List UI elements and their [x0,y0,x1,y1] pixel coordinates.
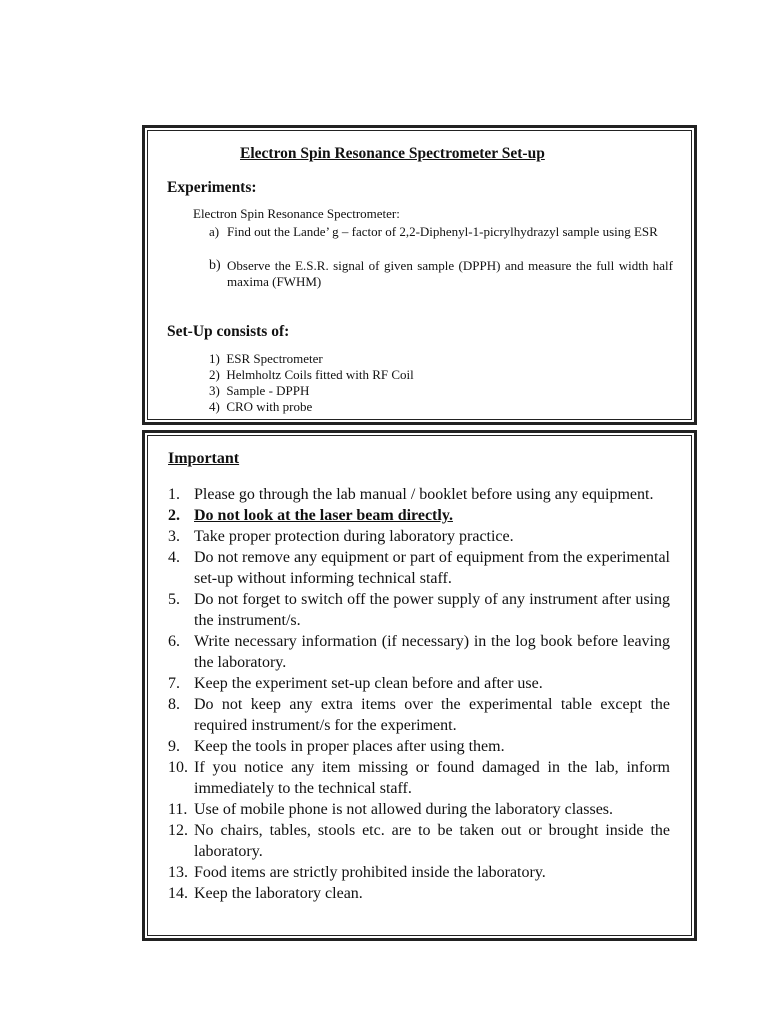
rule-number: 2. [168,507,180,524]
rule-number: 8. [168,696,180,713]
rule-text-content: Do not remove any equipment or part of equipment from the experimental set-up without informing technical staff. [194,549,670,587]
components-list [209,351,414,415]
rule-text-content: Take proper protection during laboratory practice. [194,528,514,545]
rule-number: 7. [168,675,180,692]
rule-item [168,589,670,631]
rule-item [168,673,670,694]
rule-item [168,799,670,820]
important-heading: Important [168,450,240,467]
rule-number: 4. [168,549,180,566]
rule-text [194,736,670,757]
rule-text-content: Do not forget to switch off the power supply of any instrument after using the instrument/s. [194,591,670,629]
setup-box [142,125,697,425]
rule-item [168,820,670,862]
rule-item [168,757,670,799]
rule-number: 5. [168,591,180,608]
setup-heading: Set-Up consists of: [167,323,290,340]
component-item: 4) CRO with probe [209,399,313,414]
rule-item [168,883,670,904]
experiment-item [209,224,673,240]
component-item: 3) Sample - DPPH [209,383,310,398]
rule-text-content: Keep the experiment set-up clean before and after use. [194,675,543,692]
item-marker: b) [209,258,221,273]
rule-text-content: Write necessary information (if necessary) in the log book before leaving the laboratory. [194,633,670,671]
experiments-intro: Electron Spin Resonance Spectrometer: [193,206,400,221]
rule-item [168,694,670,736]
rule-item [168,736,670,757]
rule-text-content: Please go through the lab manual / booklet before using any equipment. [194,486,654,503]
rule-number: 14. [168,885,188,902]
component-item: 1) ESR Spectrometer [209,351,323,366]
experiments-heading: Experiments: [167,179,257,196]
rule-number: 3. [168,528,180,545]
rule-item [168,631,670,673]
rules-list [168,484,670,904]
item-marker: a) [209,224,220,239]
rule-text [194,862,670,883]
rule-item [168,526,670,547]
rule-text-content: Keep the tools in proper places after using them. [194,738,505,755]
rule-text [194,673,670,694]
rule-text [194,505,670,526]
rule-text [194,799,670,820]
rule-text [194,526,670,547]
rule-text-content: If you notice any item missing or found damaged in the lab, inform immediately to the technical staff. [194,759,670,797]
rule-item [168,484,670,505]
component-item: 2) Helmholtz Coils fitted with RF Coil [209,367,414,382]
rule-item [168,862,670,883]
rule-number: 6. [168,633,180,650]
rule-text [194,694,670,736]
rule-item [168,505,670,526]
rule-number: 13. [168,864,188,881]
rule-item [168,547,670,589]
experiment-item [209,258,673,290]
rule-number: 9. [168,738,180,755]
document-title: Electron Spin Resonance Spectrometer Set-up [240,145,545,162]
rule-text [194,883,670,904]
rule-text [194,820,670,862]
rule-text [194,589,670,631]
rule-number: 12. [168,822,188,839]
rule-text-content: Do not look at the laser beam directly. [194,507,453,524]
rule-text-content: Use of mobile phone is not allowed during the laboratory classes. [194,801,614,818]
rule-number: 10. [168,759,188,776]
rule-text [194,757,670,799]
rule-text [194,484,670,505]
rule-text-content: No chairs, tables, stools etc. are to be taken out or brought inside the laboratory. [194,822,670,860]
item-text: Find out the Lande’ g – factor of 2,2-Diphenyl-1-picrylhydrazyl sample using ESR [227,224,658,239]
rule-number: 1. [168,486,180,503]
item-text: Observe the E.S.R. signal of given sample (DPPH) and measure the full width half maxima (FWHM) [227,258,673,289]
rule-text [194,631,670,673]
rule-number: 11. [168,801,188,818]
rule-text-content: Keep the laboratory clean. [194,885,363,902]
rule-text-content: Food items are strictly prohibited inside the laboratory. [194,864,546,881]
rule-text [194,547,670,589]
important-box [142,430,697,941]
rule-text-content: Do not keep any extra items over the experimental table except the required instrument/s for the experiment. [194,696,670,734]
